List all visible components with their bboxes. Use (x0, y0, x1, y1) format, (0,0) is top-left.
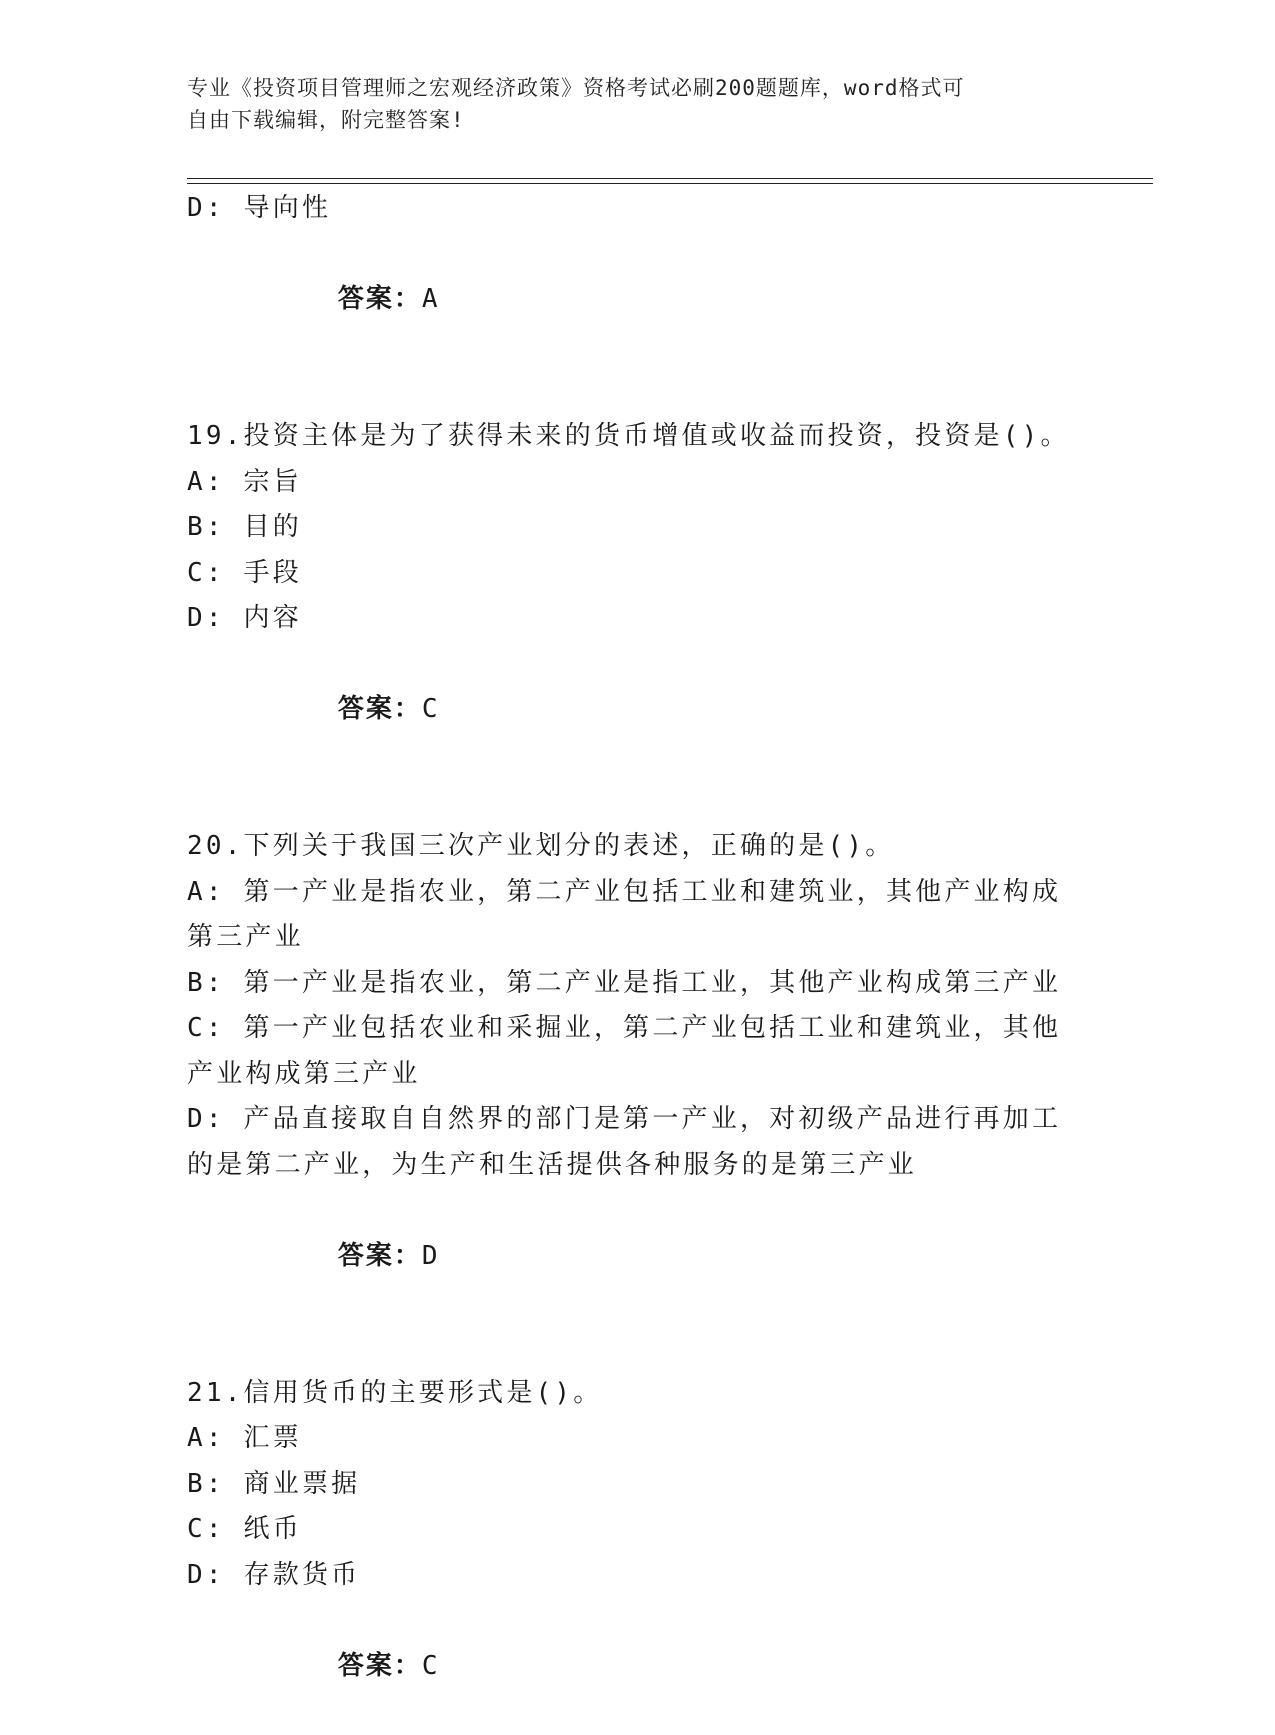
option-b: B: 目的 (187, 512, 302, 542)
answer-row (187, 1188, 1087, 1325)
spacer (187, 778, 1087, 824)
option-d: D: 产品直接取自自然界的部门是第一产业，对初级产品进行再加工的是第二产业，为生产和生活提供各种服务的是第三产业 (187, 1104, 1062, 1180)
option-a: A: 第一产业是指农业，第二产业包括工业和建筑业，其他产业构成第三产业 (187, 876, 1062, 952)
answer-value: C (421, 694, 441, 724)
question-stem: 19.投资主体是为了获得未来的货币增值或收益而投资，投资是()。 (187, 421, 1070, 451)
option-c: C: 手段 (187, 557, 302, 588)
option-d: D: 导向性 (187, 193, 332, 223)
option-c: C: 第一产业包括农业和采掘业，第二产业包括工业和建筑业，其他产业构成第三产业 (187, 1013, 1062, 1089)
header-line-1: 专业《投资项目管理师之宏观经济政策》资格考试必刷200题题库，word格式可 (187, 76, 965, 100)
question-19 (187, 414, 1087, 778)
question-content (187, 186, 1087, 1735)
answer-row (187, 1598, 1087, 1735)
answer-label: 答案： (337, 284, 422, 314)
option-b: B: 第一产业是指农业，第二产业是指工业，其他产业构成第三产业 (187, 967, 1062, 998)
answer-row (187, 232, 1087, 369)
option-a: A: 宗旨 (187, 466, 302, 497)
option-b: B: 商业票据 (187, 1468, 361, 1499)
header-divider-bottom (187, 183, 1153, 184)
spacer (187, 368, 1087, 414)
answer-label: 答案： (337, 694, 422, 724)
answer-row (187, 642, 1087, 779)
answer-value: C (421, 1650, 441, 1681)
question-21 (187, 1371, 1087, 1735)
previous-question-tail (187, 186, 1087, 368)
answer-value: D (421, 1240, 441, 1271)
option-d: D: 存款货币 (187, 1559, 361, 1590)
answer-label: 答案： (337, 1650, 422, 1681)
question-stem: 21.信用货币的主要形式是()。 (187, 1377, 603, 1408)
question-20 (187, 824, 1087, 1325)
answer-value: A (421, 284, 441, 314)
option-d: D: 内容 (187, 603, 302, 633)
header-line-2: 自由下载编辑，附完整答案! (187, 108, 465, 132)
answer-label: 答案： (337, 1240, 422, 1271)
option-a: A: 汇票 (187, 1423, 302, 1453)
question-stem: 20.下列关于我国三次产业划分的表述，正确的是()。 (187, 831, 895, 861)
spacer (187, 1325, 1087, 1371)
option-c: C: 纸币 (187, 1514, 302, 1544)
document-header (187, 72, 1067, 136)
header-divider-top (187, 178, 1153, 179)
